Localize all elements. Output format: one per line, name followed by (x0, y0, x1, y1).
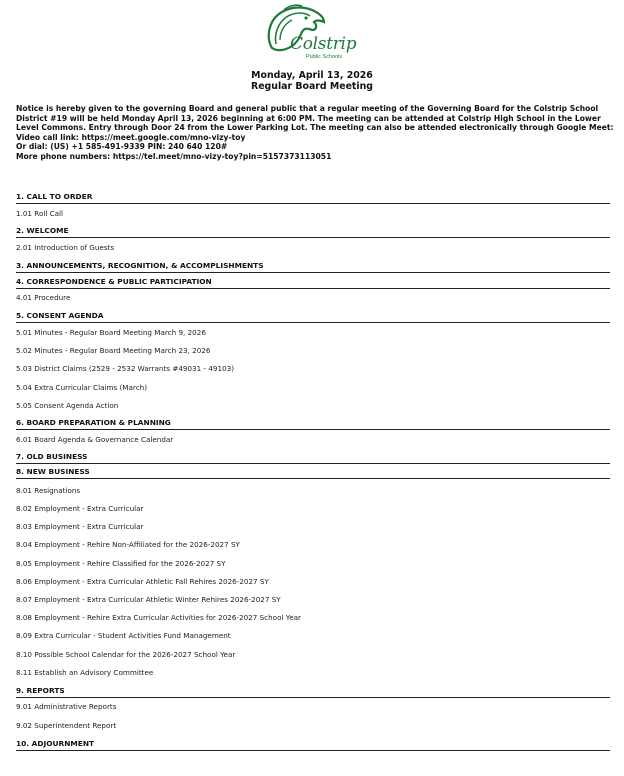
district-logo (262, 4, 366, 64)
meeting-title: Regular Board Meeting (250, 81, 374, 92)
logo-subtitle: Public Schools (306, 54, 343, 60)
agenda-item: 8.10 Possible School Calendar for the 2026-2027 School Year (16, 650, 236, 659)
section-heading-new-business: 8. NEW BUSINESS (16, 467, 610, 479)
agenda-item: 9.01 Administrative Reports (16, 702, 117, 711)
meeting-date: Monday, April 13, 2026 (251, 70, 373, 81)
section-heading-call-to-order: 1. CALL TO ORDER (16, 192, 610, 204)
section-heading-board-preparation: 6. BOARD PREPARATION & PLANNING (16, 418, 610, 430)
section-heading-correspondence: 4. CORRESPONDENCE & PUBLIC PARTICIPATION (16, 277, 610, 289)
agenda-item: 8.03 Employment - Extra Curricular (16, 522, 144, 531)
agenda-item: 9.02 Superintendent Report (16, 721, 117, 730)
agenda-item: 5.01 Minutes - Regular Board Meeting March 9, 2026 (16, 328, 206, 337)
meeting-notice (16, 104, 616, 162)
agenda-item: 8.08 Employment - Rehire Extra Curricular Activities for 2026-2027 School Year (16, 613, 301, 622)
section-heading-reports: 9. REPORTS (16, 686, 610, 698)
notice-paragraph: Notice is hereby given to the governing Board and general public that a regular meeting of the Governing Board for the Colstrip School District #19 will be held Monday April 13, 2026 beginning at 6:00 PM. The meeting can be attended at Colstrip High School in the Lower Level Commons. Entry through Door 24 from the Lower Parking Lot. The meeting can also be attended electronically through Google Meet: (16, 104, 614, 133)
agenda-item: 6.01 Board Agenda & Governance Calendar (16, 435, 174, 444)
section-heading-adjournment: 10. ADJOURNMENT (16, 739, 610, 751)
video-call-link[interactable]: Video call link: https://meet.google.com/mno-vizy-toy (16, 132, 246, 142)
agenda-item: 5.02 Minutes - Regular Board Meeting March 23, 2026 (16, 346, 211, 355)
agenda-item: 5.04 Extra Curricular Claims (March) (16, 383, 148, 392)
dial-in-info: Or dial: (US) +1 585-491-9339 PIN: 240 640 120# (16, 142, 228, 152)
section-heading-welcome: 2. WELCOME (16, 226, 610, 238)
agenda-item: 5.03 District Claims (2529 - 2532 Warrants #49031 - 49103) (16, 364, 235, 373)
agenda-item: 8.01 Resignations (16, 486, 81, 495)
section-heading-old-business: 7. OLD BUSINESS (16, 452, 610, 464)
more-phone-numbers[interactable]: More phone numbers: https://tel.meet/mno-vizy-toy?pin=5157373113051 (16, 151, 332, 161)
agenda-item: 8.02 Employment - Extra Curricular (16, 504, 144, 513)
agenda-item: 1.01 Roll Call (16, 209, 64, 218)
agenda-item: 4.01 Procedure (16, 293, 71, 302)
logo-wordmark: Colstrip (290, 34, 357, 54)
section-heading-announcements: 3. ANNOUNCEMENTS, RECOGNITION, & ACCOMPLISHMENTS (16, 261, 610, 273)
agenda-item: 2.01 Introduction of Guests (16, 243, 115, 252)
agenda-item: 8.09 Extra Curricular - Student Activities Fund Management (16, 631, 231, 640)
section-heading-consent-agenda: 5. CONSENT AGENDA (16, 311, 610, 323)
agenda-item: 5.05 Consent Agenda Action (16, 401, 119, 410)
agenda-item: 8.11 Establish an Advisory Committee (16, 668, 154, 677)
agenda-item: 8.05 Employment - Rehire Classified for the 2026-2027 SY (16, 559, 226, 568)
agenda-item: 8.06 Employment - Extra Curricular Athletic Fall Rehires 2026-2027 SY (16, 577, 269, 586)
agenda-item: 8.07 Employment - Extra Curricular Athletic Winter Rehires 2026-2027 SY (16, 595, 281, 604)
agenda-item: 8.04 Employment - Rehire Non-Affiliated for the 2026-2027 SY (16, 540, 240, 549)
